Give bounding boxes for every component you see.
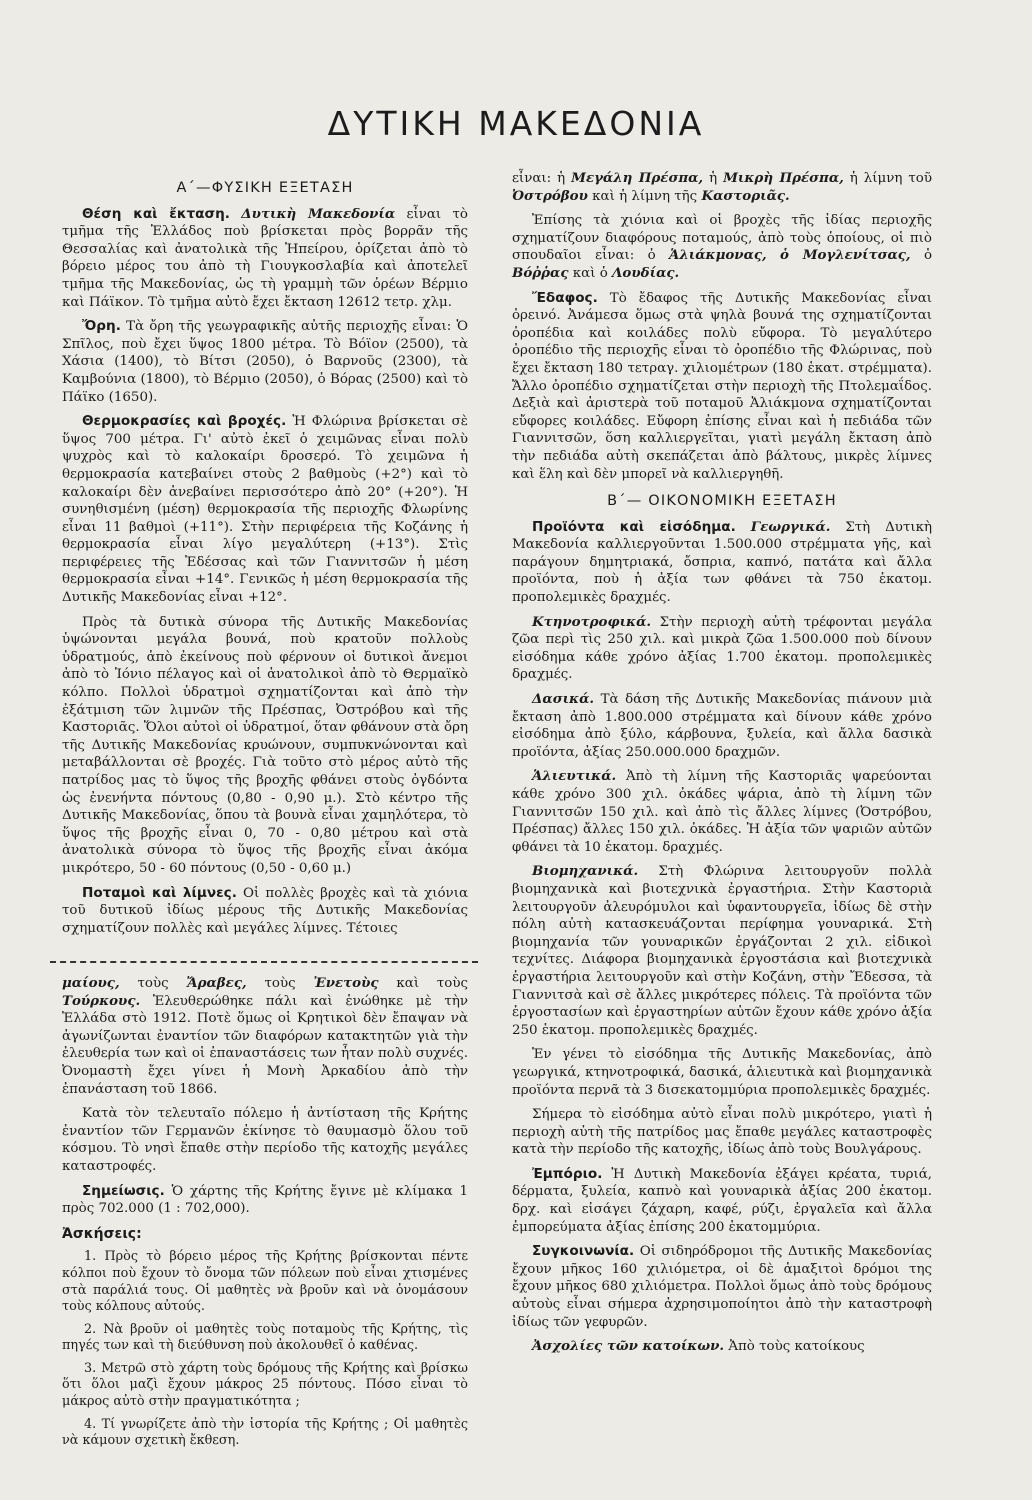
paragraph-crete-resistance: Κατὰ τὸν τελευταῖο πόλεμο ἡ ἀντίσταση τῆς Κρήτης ἐναντίον τῶν Γερμανῶν ἐκίνησε τὸ θαυμασμὸ ὅλου τοῦ κόσμου. Τὸ νησὶ ἔπαθε στὴν περίοδο τῆς κατοχῆς μεγάλες καταστροφές. (62, 1106, 468, 1174)
section-heading-economic: Β΄— ΟΙΚΟΝΟΜΙΚΗ ΕΞΕΤΑΣΗ (607, 493, 837, 510)
heading-temperatures: Θερμοκρασίες καὶ βροχές. (82, 413, 287, 430)
text-crete-history: Ἐλευθερώθηκε πάλι καὶ ἑνώθηκε μὲ τὴν Ἑλλάδα στὸ 1912. Ποτὲ ὅμως οἱ Κρητικοὶ δὲν ἔπαψαν νὰ ἀγωνίζωνται ἐναντίον τῶν διαφόρων κατακτητῶν γιὰ τὴν ἐλευθερία των καὶ οἱ ἐπαναστάσεις των ἦταν πολὺ συχνές. Ὀνομαστὴ ἔχει γίνει ἡ Μονὴ Ἀρκαδίου ἀπὸ τὴν ἐπανάσταση τοῦ 1866. (62, 993, 468, 1097)
heading-trade: Ἐμπόριο. (532, 1165, 603, 1182)
term-small-prespa: Μικρὴ Πρέσπα, (723, 170, 844, 186)
section-divider (50, 961, 478, 963)
exercise-3: 3. Μετρῶ στὸ χάρτη τοὺς δρόμους τῆς Κρήτης καὶ βρίσκω ὅτι ὅλοι μαζὶ ἔχουν μάκρος 25 πόντους. Πόσο εἶναι τὸ μάκρος αὐτὸ στὴν πραγματικότητα ; (62, 1360, 468, 1410)
term-turks: Τούρκους. (62, 992, 141, 1009)
exercise-4: 4. Τί γνωρίζετε ἀπὸ τὴν ἱστορία τῆς Κρήτης ; Οἱ μαθητὲς νὰ κάμουν σχετικὴ ἔκθεση. (62, 1416, 468, 1449)
text-terrain: Τὸ ἔδαφος τῆς Δυτικῆς Μακεδονίας εἶναι ὀρεινό. Ἀνάμεσα ὅμως στὰ ψηλὰ βουνά της σχηματίζονται ὀροπέδια καὶ κοιλάδες πολὺ εὔφορα. Τὸ μεγαλύτερο ὀροπέδιο τῆς περιοχῆς εἶναι τὸ ὀροπέδιο τῆς Φλώρινας, ποὺ ἔχει ἔκταση 180 τετραγ. χιλιομέτρων (180 ἑκατ. στρέμματα). Ἄλλο ὀροπέδιο σχηματίζεται στὴν περιοχὴ τῆς Πτολεμαΐδος. Δεξιὰ καὶ ἀριστερὰ τοῦ ποταμοῦ Ἀλιάκμονα σχηματίζονται εὔφορες κοιλάδες. Εὔφορη ἐπίσης εἶναι καὶ ἡ πεδιάδα τῶν Γιαννιτσῶν, ὅση καλλιεργεῖται, γιατὶ μεγάλη ἔκταση ἀπὸ τὴν πεδιάδα αὐτὴ σκεπάζεται ἀπὸ βάλτους, μικρὲς λίμνες καὶ ἕλη καὶ δὲν μπορεῖ νὰ καλλιεργηθῆ. (512, 290, 932, 482)
heading-position: Θέση καὶ ἔκταση. (82, 205, 230, 222)
term-agricultural: Γεωργικά. (750, 518, 831, 535)
text-position: εἶναι τὸ τμῆμα τῆς Ἑλλάδος ποὺ βρίσκεται πρὸς βορρᾶν τῆς Θεσσαλίας καὶ ἀνατολικὰ τῆς Ἠπείρου, ὁρίζεται ἀπὸ τὸ βόρειο μέρος του ἀπὸ τὴ Γιουγκοσλαβία καὶ ἀποτελεῖ τμῆμα τῆς Μακεδονίας, ὡς τὴ γραμμὴ τῶν ὀρέων Βέρμιο καὶ Πάϊκον. Τὸ τμῆμα αὐτὸ ἔχει ἔκταση 12612 τετρ. χλμ. (62, 206, 468, 310)
term-ostrovo: Ὀστρόβου (512, 187, 588, 204)
left-column-bottom (62, 975, 468, 1456)
text-forestry: Τὰ δάση τῆς Δυτικῆς Μακεδονίας πιάνουν μιὰ ἔκταση ἀπὸ 1.800.000 στρέμματα καὶ δίνουν κάθε χρόνο εἰσόδημα ἀπὸ ξύλο, κάρβουνα, ξυλεία, καὶ ἄλλα δασικὰ προϊόντα, ἀξίας 250.000.000 δραχμῶν. (512, 692, 932, 760)
paragraph-occupations (512, 1338, 932, 1356)
term-romans: μαίους, (62, 975, 120, 991)
term-kastoria: Καστοριᾶς. (701, 187, 790, 204)
paragraph-livestock (512, 614, 932, 684)
term-forestry: Δασικά. (532, 691, 595, 708)
paragraph-rainfall: Πρὸς τὰ δυτικὰ σύνορα τῆς Δυτικῆς Μακεδονίας ὑψώνονται μεγάλα βουνά, ποὺ κρατοῦν πολλοὺς ὑδρατμούς, ἀπὸ ἐκείνους ποὺ φέρνουν οἱ δυτικοὶ ἄνεμοι ἀπὸ τὸ Ἰόνιο πέλαγος καὶ οἱ ἀνατολικοὶ ἀπὸ τὸ Θερμαϊκὸ κόλπο. Πολλοὶ ὑδρατμοὶ σχηματίζονται καὶ ἀπὸ τὴν ἐξάτμιση τῶν λιμνῶν τῆς Πρέσπας, Ὀστρόβου καὶ τῆς Καστοριᾶς. Ὅλοι αὐτοὶ οἱ ὑδρατμοί, ὅταν φθάνουν στὰ ὄρη τῆς Δυτικῆς Μακεδονίας κρυώνουν, συμπυκνώνονται καὶ μεταβάλλονται σὲ βροχές. Γιὰ τοῦτο στὸ μέρος αὐτὸ τῆς πατρίδος μας τὸ ὕψος τῆς βροχῆς φθάνει στοὺς ὀγδόντα ὡς ἐνενήντα πόντους (0,80 - 0,90 μ.). Στὸ κέντρο τῆς Δυτικῆς Μακεδονίας, ὅπου τὰ βουνὰ εἶναι χαμηλότερα, τὸ ὕψος τῆς βροχῆς εἶναι 0, 70 - 0,80 μέτρου καὶ στὰ ἀνατολικὰ σύνορα τὸ ὕψος τῆς βροχῆς εἶναι ἀκόμα μικρότερο, 50 - 60 πόντους (0,50 - 0,60 μ.) (62, 614, 468, 876)
paragraph-rivers (512, 212, 932, 282)
paragraph-temperatures (62, 413, 468, 607)
paragraph-position (62, 206, 468, 312)
heading-products-income: Προϊόντα καὶ εἰσόδημα. (532, 518, 736, 535)
heading-exercises: Ἀσκήσεις: (62, 1225, 142, 1242)
paragraph-terrain (512, 290, 932, 484)
term-vorras: Βόῤῥας (512, 264, 569, 281)
paragraph-transport (512, 1243, 932, 1331)
paragraph-today: Σήμερα τὸ εἰσόδημα αὐτὸ εἶναι πολὺ μικρότερο, γιατὶ ἡ περιοχὴ αὐτὴ τῆς πατρίδος μας ἔπαθε μεγάλες καταστροφὲς κατὰ τὴν περίοδο τῆς κατοχῆς, ἰδίως ἀπὸ τοὺς Βουλγάρους. (512, 1107, 932, 1158)
text-rivers-lakes: Οἱ πολλὲς βροχὲς καὶ τὰ χιόνια τοῦ δυτικοῦ ἰδίως μέρους τῆς Δυτικῆς Μακεδονίας σχηματίζουν πολλὲς καὶ μεγάλες λίμνες. Τέτοιες (62, 885, 468, 936)
exercise-1: 1. Πρὸς τὸ βόρειο μέρος τῆς Κρήτης βρίσκονται πέντε κόλποι ποὺ ἔχουν τὸ ὄνομα τῶν πόλεων ποὺ εἶναι χτισμένες στὰ παράλιά τους. Οἱ μαθητὲς νὰ βροῦν καὶ νὰ ὀνομάσουν τοὺς κόλπους αὐτούς. (62, 1249, 468, 1315)
text-note: Ὁ χάρτης τῆς Κρήτης ἔγινε μὲ κλίμακα 1 πρὸς 702.000 (1 : 702,000). (62, 1183, 468, 1217)
text-fragment: ἡ (709, 171, 718, 186)
text-fragment: τοὺς (264, 976, 296, 991)
text-mountains: Τὰ ὄρη τῆς γεωγραφικῆς αὐτῆς περιοχῆς εἶναι: Ὁ Σπῖλος, ποὺ ἔχει ὕψος 1800 μέτρα. Τὸ Βόϊον (2500), τὰ Χάσια (1400), τὸ Βίτσι (2050), ὁ Βαρνοῦς (2300), τὰ Καμβούνια (1800), τὸ Βέρμιο (2050), ὁ Βόρας (2500) καὶ τὸ Πάϊκο (1650). (62, 319, 469, 405)
text-agriculture: Στὴ Δυτικὴ Μακεδονία καλλιεργοῦνται 1.500.000 στρέμματα γῆς, καὶ παράγουν δημητριακά, ὄσπρια, καπνό, πατάτα καὶ ἄλλα προϊόντα, ποὺ ἡ ἀξία των φθάνει τὰ 750 ἑκατομ. προπολεμικὲς δραχμές. (512, 519, 932, 606)
term-fishing: Ἁλιευτικά. (532, 768, 617, 785)
text-fragment: καὶ τοὺς (396, 976, 469, 991)
section-heading-physical: Α΄—ΦΥΣΙΚΗ ΕΞΕΤΑΣΗ (176, 180, 354, 196)
text-livestock: Στὴν περιοχὴ αὐτὴ τρέφονται μεγάλα ζῶα περὶ τὶς 250 χιλ. καὶ μικρὰ ζῶα 1.500.000 ποὺ δίνουν εἰσόδημα κάθε χρόνο ἀξίας 1.700 ἑκατομ. προπολεμικὲς δραχμές. (512, 614, 933, 683)
term-industry: Βιομηχανικά. (532, 863, 639, 880)
paragraph-rivers-lakes (62, 885, 468, 938)
text-trade: Ἡ Δυτικὴ Μακεδονία ἐξάγει κρέατα, τυριά, δέρματα, ξυλεία, καπνὸ καὶ γουναρικὰ ἀξίας 200 ἑκατομ. δρχ. καὶ εἰσάγει ζάχαρη, καφέ, ρύζι, ἐργαλεῖα καὶ ἄλλα ἐμπορεύματα ἀξίας ἐπίσης 200 ἑκατομμύρια. (512, 1166, 932, 1235)
heading-rivers-lakes: Ποταμοὶ καὶ λίμνες. (82, 884, 237, 901)
text-fragment: τοὺς (137, 976, 169, 991)
page-title: ΔΥΤΙΚΗ ΜΑΚΕΔΟΝΙΑ (327, 104, 705, 143)
text-fragment: καὶ ὁ (572, 265, 608, 281)
term-great-prespa: Μεγάλη Πρέσπα, (571, 170, 704, 186)
term-arabs: Ἄραβες, (186, 975, 247, 991)
paragraph-agriculture (512, 519, 932, 607)
text-fragment: εἶναι: ἡ (512, 171, 566, 186)
text-industry: Στὴ Φλώρινα λειτουργοῦν πολλὰ βιομηχανικὰ καὶ βιοτεχνικὰ ἐργαστήρια. Στὴν Καστοριὰ λειτουργοῦν ἀλευρόμυλοι καὶ ὑφαντουργεῖα, ἰδίως δὲ στὴν πόλη αὐτὴ κατασκευάζονται περίφημα γουναρικά. Στὴ βιομηχανία τῶν γουναρικῶν ἐργάζονται 2 χιλ. εἰδικοὶ τεχνίτες. Διάφορα βιομηχανικὰ ἐργοστάσια καὶ βιοτεχνικὰ ἐργαστήρια λειτουργοῦν καὶ στὴν Κοζάνη, στὴν Ἔδεσσα, τὰ Γιαννιτσὰ καὶ σὲ ἄλλες μικρότερες πόλεις. Τὰ προϊόντα τῶν ἐργοστασίων καὶ ἐργαστηρίων αὐτῶν ἔχουν κάθε χρόνο ἀξία 250 ἑκατομ. προπολεμικὲς δραχμές. (512, 864, 932, 1038)
term-loudias: Λουδίας. (612, 264, 680, 281)
text-fishing: Ἀπὸ τὴ λίμνη τῆς Καστοριᾶς ψαρεύονται κάθε χρόνο 300 χιλ. ὀκάδες ψάρια, ἀπὸ τὴ λίμνη τῶν Γιαννιτσῶν 150 χιλ. καὶ ἀπὸ τὶς ἄλλες λίμνες (Ὀστρόβου, Πρέσπας) ἄλλες 150 χιλ. ὀκάδες. Ἡ ἀξία τῶν ψαριῶν αὐτῶν φθάνει τὰ 10 ἑκατομ. δραχμές. (512, 769, 932, 855)
term-livestock: Κτηνοτροφικά. (532, 613, 652, 630)
text-occupations: Ἀπὸ τοὺς κατοίκους (728, 1339, 865, 1355)
exercise-2: 2. Νὰ βροῦν οἱ μαθητὲς τοὺς ποταμοὺς τῆς Κρήτης, τὶς πηγές των καὶ τὴ διεύθυνση ποὺ ἀκολουθεῖ ὁ καθένας. (62, 1321, 468, 1354)
paragraph-trade (512, 1166, 932, 1236)
heading-transport: Συγκοινωνία. (532, 1243, 635, 1260)
left-column-top (62, 180, 468, 944)
paragraph-note (62, 1183, 468, 1218)
heading-terrain: Ἔδαφος. (532, 289, 598, 306)
paragraph-fishing (512, 768, 932, 856)
heading-occupations: Ἀσχολίες τῶν κατοίκων. (532, 1338, 725, 1355)
text-fragment: ἡ λίμνη τοῦ (849, 171, 932, 186)
paragraph-industry (512, 863, 932, 1039)
paragraph-forestry (512, 691, 932, 761)
term-venetians: Ἐνετοὺς (313, 975, 379, 991)
term-moglenitsas: ὁ Μογλενίτσας, (780, 247, 911, 264)
paragraph-lakes (512, 170, 932, 205)
paragraph-mountains (62, 318, 468, 406)
right-column (512, 170, 932, 1363)
heading-note: Σημείωσις. (82, 1182, 165, 1199)
text-fragment: καὶ ἡ λίμνη τῆς (592, 188, 698, 204)
heading-mountains: Ὄρη. (82, 318, 121, 335)
text-temperatures: Ἡ Φλώρινα βρίσκεται σὲ ὕψος 700 μέτρα. Γι' αὐτὸ ἐκεῖ ὁ χειμῶνας εἶναι πολὺ ψυχρὸς καὶ τὸ καλοκαίρι δροσερό. Τὸ χειμῶνα ἡ θερμοκρασία κατεβαίνει στοὺς 2 βαθμοὺς (+2°) καὶ τὸ καλοκαίρι δὲν ἀνεβαίνει περισσότερο ἀπὸ 20° (+20°). Ἡ συνηθισμένη (μέση) θερμοκρασία τῆς περιοχῆς Φλωρίνης εἶναι 11 βαθμοὶ (+11°). Στὴν περιφέρεια τῆς Κοζάνης ἡ θερμοκρασία εἶναι λίγο μεγαλύτερη (+13°). Στὶς περιφέρειες τῆς Ἐδέσσας καὶ τῶν Γιαννιτσῶν ἡ μέση θερμοκρασία εἶναι +14°. Γενικῶς ἡ μέση θερμοκρασία τῆς Δυτικῆς Μακεδονίας εἶναι +12°. (62, 414, 468, 606)
term-aliakmonas: Ἁλιάκμονας, (668, 247, 767, 264)
paragraph-total-income: Ἐν γένει τὸ εἰσόδημα τῆς Δυτικῆς Μακεδονίας, ἀπὸ γεωργικά, κτηνοτροφικά, δασικά, ἁλιευτικὰ καὶ βιομηχανικὰ προϊόντα περνᾶ τὰ 3 δισεκατομμύρια προπολεμικὲς δραχμές. (512, 1047, 932, 1098)
text-rivers: Ἐπίσης τὰ χιόνια καὶ οἱ βροχὲς τῆς ἰδίας περιοχῆς σχηματίζουν διαφόρους ποταμούς, ἀπὸ τοὺς ὁποίους, οἱ πιὸ σπουδαῖοι εἶναι: ὁ (512, 213, 932, 264)
text-transport: Οἱ σιδηρόδρομοι τῆς Δυτικῆς Μακεδονίας ἔχουν μῆκος 160 χιλιόμετρα, οἱ δὲ ἁμαξιτοὶ δρόμοι της ἔχουν μῆκος 680 χιλιόμετρα. Πολλοὶ ὅμως ἀπὸ τοὺς δρόμους αὐτοὺς εἶναι σήμερα ἀχρησιμοποίητοι ἀπὸ τὴν καταστροφὴ ἰδίως τῶν γεφυρῶν. (512, 1244, 932, 1330)
text-fragment: ὁ (923, 248, 932, 264)
paragraph-crete-history (62, 975, 468, 1098)
term-west-macedonia: Δυτικὴ Μακεδονία (241, 205, 396, 222)
